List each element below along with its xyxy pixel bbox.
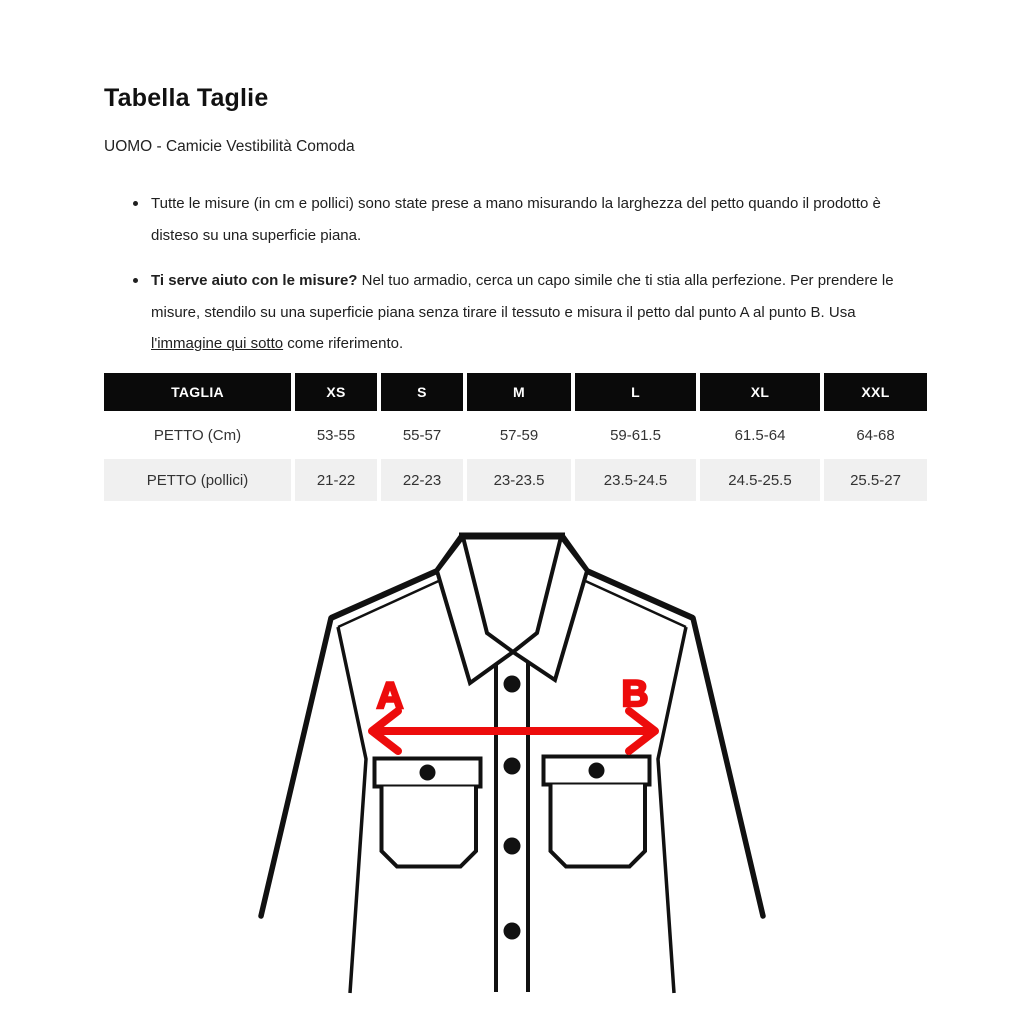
yoke-line-right xyxy=(581,579,686,627)
table-cell: 22-23 xyxy=(381,459,463,501)
collar-leaf-left xyxy=(437,537,513,683)
sleeve-left xyxy=(261,618,331,916)
shirt-measure-diagram xyxy=(230,515,795,1020)
table-cell: 64-68 xyxy=(856,426,895,444)
sleeve-right xyxy=(693,618,763,916)
pocket-body-left xyxy=(382,787,477,867)
table-cell: 24.5-25.5 xyxy=(700,459,820,501)
pocket-body-right xyxy=(551,785,646,867)
table-cell: 61.5-64 xyxy=(734,426,786,444)
note-help-text: Nel tuo armadio, cerca un capo simile che ti stia alla perfezione. Per prendere le misure, stendilo su una superficie piana senza tirare il tessuto e misura il petto dal punto A al punto B. Usa xyxy=(151,272,894,321)
col-header-m: M xyxy=(467,373,571,411)
pocket-button-left xyxy=(420,765,436,781)
body-side-left xyxy=(338,627,366,993)
table-cell: 23.5-24.5 xyxy=(575,459,696,501)
note-measurements-text: Tutte le misure (in cm e pollici) sono state prese a mano misurando la larghezza del petto quando il prodotto è disteso su una superficie piana. xyxy=(151,195,881,244)
col-header-xl: XL xyxy=(700,373,820,411)
point-b-label: B xyxy=(621,673,649,714)
pocket-button-right xyxy=(589,763,605,779)
col-header-s: S xyxy=(381,373,463,411)
table-cell: 55-57 xyxy=(402,426,442,444)
bullet-icon xyxy=(133,201,138,206)
row-label-petto-pollici: PETTO (pollici) xyxy=(104,459,291,501)
body-side-right xyxy=(658,627,686,993)
shirt-illustration xyxy=(230,515,795,1020)
placket-button xyxy=(504,758,521,775)
col-header-xxl: XXL xyxy=(824,373,927,411)
collar-leaf-right xyxy=(513,537,587,680)
point-a-label: A xyxy=(376,675,404,716)
note-help-end: come riferimento. xyxy=(283,335,404,352)
placket-button xyxy=(504,838,521,855)
col-header-xs: XS xyxy=(295,373,377,411)
table-cell: 57-59 xyxy=(499,426,539,444)
page-subtitle: UOMO - Camicie Vestibilità Comoda xyxy=(104,138,355,155)
row-label-petto-cm: PETTO (Cm) xyxy=(153,426,242,444)
table-cell: 23-23.5 xyxy=(467,459,571,501)
image-below-link[interactable]: l'immagine qui sotto xyxy=(151,335,284,352)
table-cell: 21-22 xyxy=(295,459,377,501)
note-measurements xyxy=(133,188,911,251)
notes-list xyxy=(133,188,911,374)
bullet-icon xyxy=(133,278,138,283)
placket-button xyxy=(504,676,521,693)
col-header-taglia: TAGLIA xyxy=(104,373,291,411)
size-table xyxy=(104,373,927,501)
yoke-line-left xyxy=(338,579,443,627)
note-help-lead: Ti serve aiuto con le misure? xyxy=(151,272,358,289)
page-title: Tabella Taglie xyxy=(104,84,269,112)
measure-arrow xyxy=(372,711,655,751)
note-help xyxy=(133,265,911,360)
table-cell: 53-55 xyxy=(316,426,356,444)
col-header-l: L xyxy=(575,373,696,411)
placket-button xyxy=(504,923,521,940)
table-cell: 25.5-27 xyxy=(824,459,927,501)
table-cell: 59-61.5 xyxy=(610,426,661,444)
